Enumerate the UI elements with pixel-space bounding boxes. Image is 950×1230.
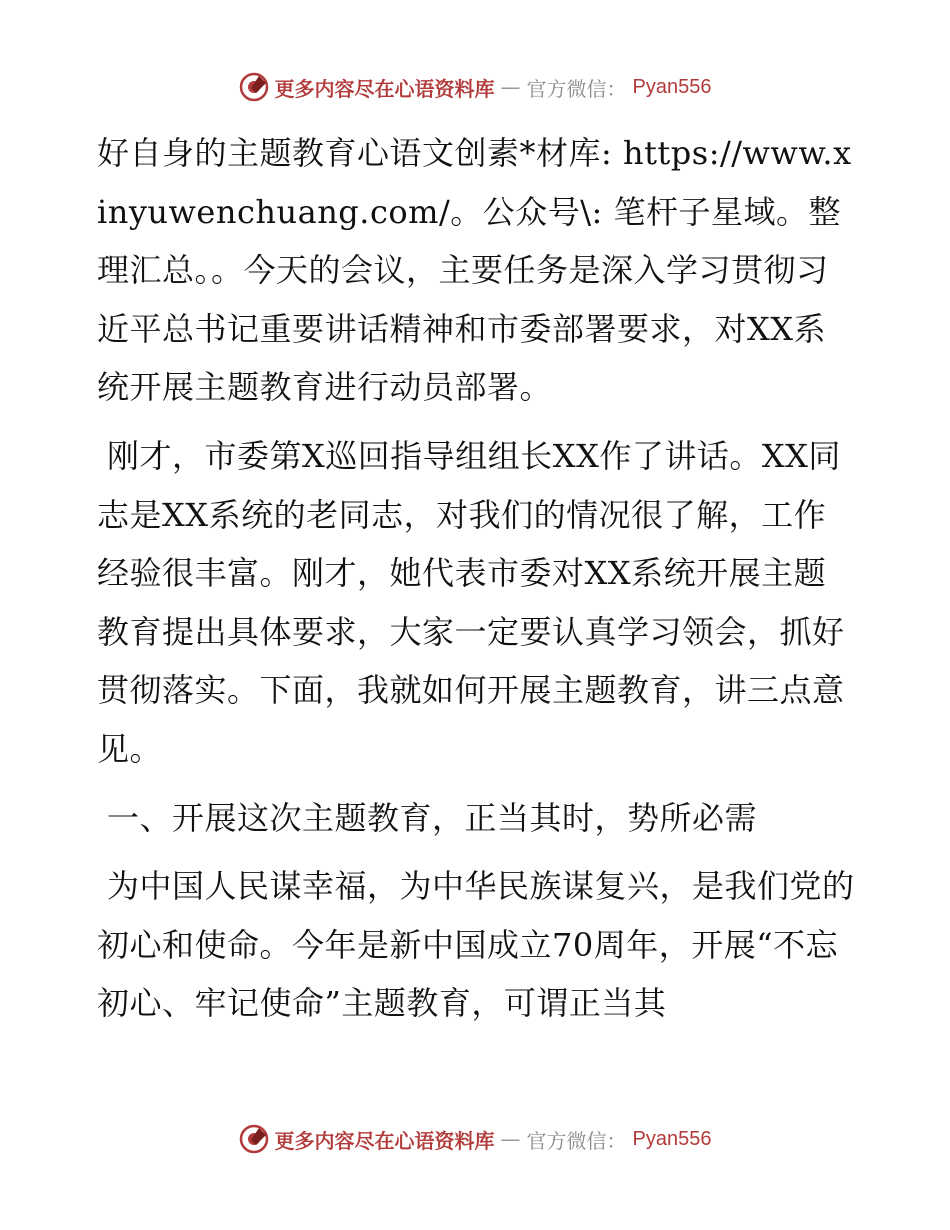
pen-logo-icon	[239, 72, 269, 102]
watermark-separator: —	[500, 75, 521, 99]
watermark-official-label: 官方微信：	[526, 1128, 627, 1153]
footer-watermark	[0, 1124, 950, 1154]
header-watermark	[0, 72, 950, 102]
watermark-wechat-id: Pyan556	[632, 1127, 712, 1150]
watermark-brand: 更多内容尽在心语资料库	[274, 76, 495, 101]
document-body	[97, 124, 857, 1043]
watermark-official-label: 官方微信：	[526, 76, 627, 101]
watermark-wechat-id: Pyan556	[632, 75, 712, 98]
watermark-brand: 更多内容尽在心语资料库	[274, 1128, 495, 1153]
watermark-separator: —	[500, 1127, 521, 1151]
paragraph-3: 为中国人民谋幸福，为中华民族谋复兴，是我们党的初心和使命。今年是新中国成立70周年，开展“不忘初心、牢记使命”主题教育，可谓正当其	[97, 867, 855, 1023]
section-heading-1: 一、开展这次主题教育，正当其时，势所必需	[107, 798, 758, 837]
paragraph-2: 刚才，市委第X巡回指导组组长XX作了讲话。XX同志是XX系统的老同志，对我们的情况很了解，工作经验很丰富。刚才，她代表市委对XX系统开展主题教育提出具体要求，大家一定要认真学习领会，抓好贯彻落实。下面，我就如何开展主题教育，讲三点意见。	[97, 436, 845, 768]
paragraph-1: 好自身的主题教育心语文创素*材库: https://www.xinyuwenchuang.com/。公众号\: 笔杆子星域。整理汇总。。今天的会议，主要任务是深入学习贯彻习近平总书记重要讲话精神和市委部署要求，对XX系统开展主题教育进行动员部署。	[97, 134, 852, 407]
pen-logo-icon	[239, 1124, 269, 1154]
